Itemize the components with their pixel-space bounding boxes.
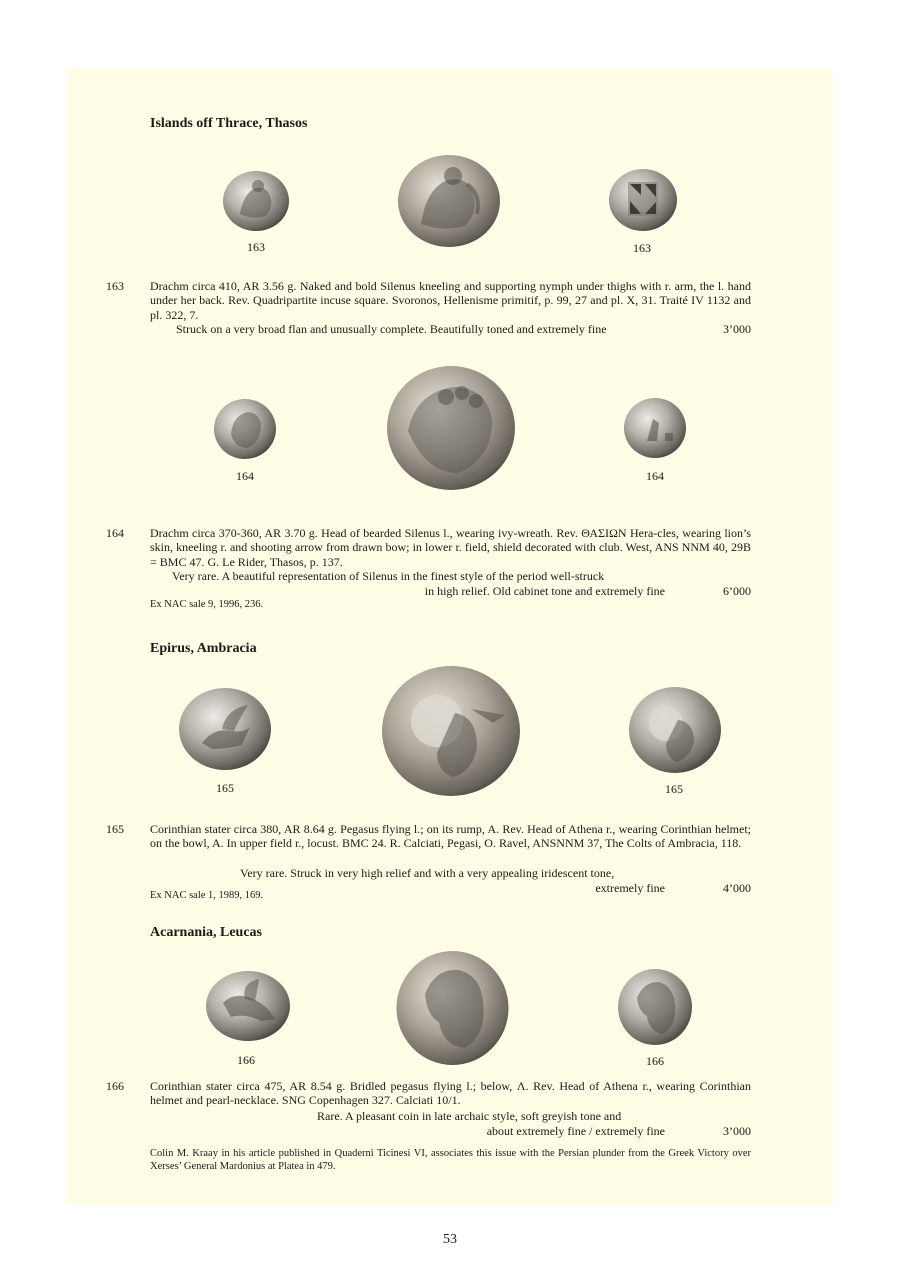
lot-price: 3’000 <box>723 1124 751 1138</box>
lot-grade: Very rare. Struck in very high relief and with a very appealing iridescent tone, <box>240 866 615 880</box>
section-heading-ambracia: Epirus, Ambracia <box>150 641 257 656</box>
lot-grade: Rare. A pleasant coin in late archaic style, soft greyish tone and <box>317 1109 622 1123</box>
lot-note: Colin M. Kraay in his article published in Quaderni Ticinesi VI, associates this issue with the Persian plunder from the Greek Victory over Xerses’ General Mardonius at Platea in 479. <box>150 1148 751 1172</box>
coin-caption: 163 <box>633 241 651 255</box>
page-number: 53 <box>443 1232 457 1247</box>
coin-166-reverse-athena-enlarged <box>395 950 510 1066</box>
lot-grade: Struck on a very broad flan and unusually complete. Beautifully toned and extremely fine <box>176 322 607 336</box>
coin-164-reverse <box>623 397 687 459</box>
lot-number: 163 <box>106 279 124 293</box>
coin-165-obverse-pegasus <box>178 687 272 771</box>
lot-provenance: Ex NAC sale 9, 1996, 236. <box>150 599 264 610</box>
coin-163-reverse-incuse-square <box>608 168 678 232</box>
lot-grade: about extremely fine / extremely fine <box>486 1124 665 1138</box>
coin-caption: 165 <box>665 782 683 796</box>
coin-caption: 163 <box>247 240 265 254</box>
coin-164-obverse-enlarged <box>386 365 516 491</box>
coin-caption: 166 <box>646 1054 664 1068</box>
section-heading-thasos: Islands off Thrace, Thasos <box>150 116 308 131</box>
lot-grade: extremely fine <box>595 881 665 895</box>
coin-165-reverse-athena <box>628 686 722 774</box>
coin-caption: 164 <box>646 469 664 483</box>
lot-description: Drachm circa 410, AR 3.56 g. Naked and bold Silenus kneeling and supporting nymph under thighs with r. arm, the l. hand under her back. Rev. Quadripartite incuse square. Svoronos, Hellenisme primitif, p. 99, 27 and pl. X, 31. Traité IV 1132 and pl. 322, 7. <box>150 279 751 322</box>
lot-description: Drachm circa 370-360, AR 3.70 g. Head of bearded Silenus l., wearing ivy-wreath. Rev. ΘΑΣΙΩΝ Hera-cles, wearing lion’s skin, kneeling r. and shooting arrow from drawn bow; in lower r. field, shield decorated with club. West, ANS NNM 40, 29B = BMC 47. G. Le Rider, Thasos, p. 137. <box>150 526 751 569</box>
coin-166-reverse-athena <box>617 968 693 1046</box>
lot-number: 166 <box>106 1079 124 1093</box>
coin-caption: 166 <box>237 1053 255 1067</box>
coin-165-reverse-athena-enlarged <box>381 665 521 797</box>
section-heading-leucas: Acarnania, Leucas <box>150 925 262 940</box>
lot-number: 164 <box>106 526 124 540</box>
coin-caption: 165 <box>216 781 234 795</box>
lot-grade: Very rare. A beautiful representation of Silenus in the finest style of the period well-struck <box>172 569 605 583</box>
lot-number: 165 <box>106 822 124 836</box>
lot-grade: in high relief. Old cabinet tone and extremely fine <box>424 584 665 598</box>
coin-166-obverse-pegasus <box>205 969 291 1043</box>
lot-price: 6’000 <box>723 584 751 598</box>
lot-description: Corinthian stater circa 380, AR 8.64 g. Pegasus flying l.; on its rump, A. Rev. Head of Athena r., wearing Corinthian helmet; on the bowl, A. In upper field r., locust. BMC 24. R. Calciati, Pegasi, O. Ravel, ANSNNM 37, The Colts of Ambracia, 118. <box>150 822 751 851</box>
lot-provenance: Ex NAC sale 1, 1989, 169. <box>150 890 264 901</box>
lot-price: 3’000 <box>723 322 751 336</box>
coin-163-obverse-enlarged <box>397 154 501 248</box>
lot-description: Corinthian stater circa 475, AR 8.54 g. Bridled pegasus flying l.; below, Λ. Rev. Head of Athena r., wearing Corinthian helmet and pearl-necklace. SNG Copenhagen 327. Calciati 10/1. <box>150 1079 751 1108</box>
coin-163-obverse <box>222 170 290 232</box>
coin-caption: 164 <box>236 469 254 483</box>
lot-price: 4’000 <box>723 881 751 895</box>
coin-164-obverse <box>213 398 277 460</box>
